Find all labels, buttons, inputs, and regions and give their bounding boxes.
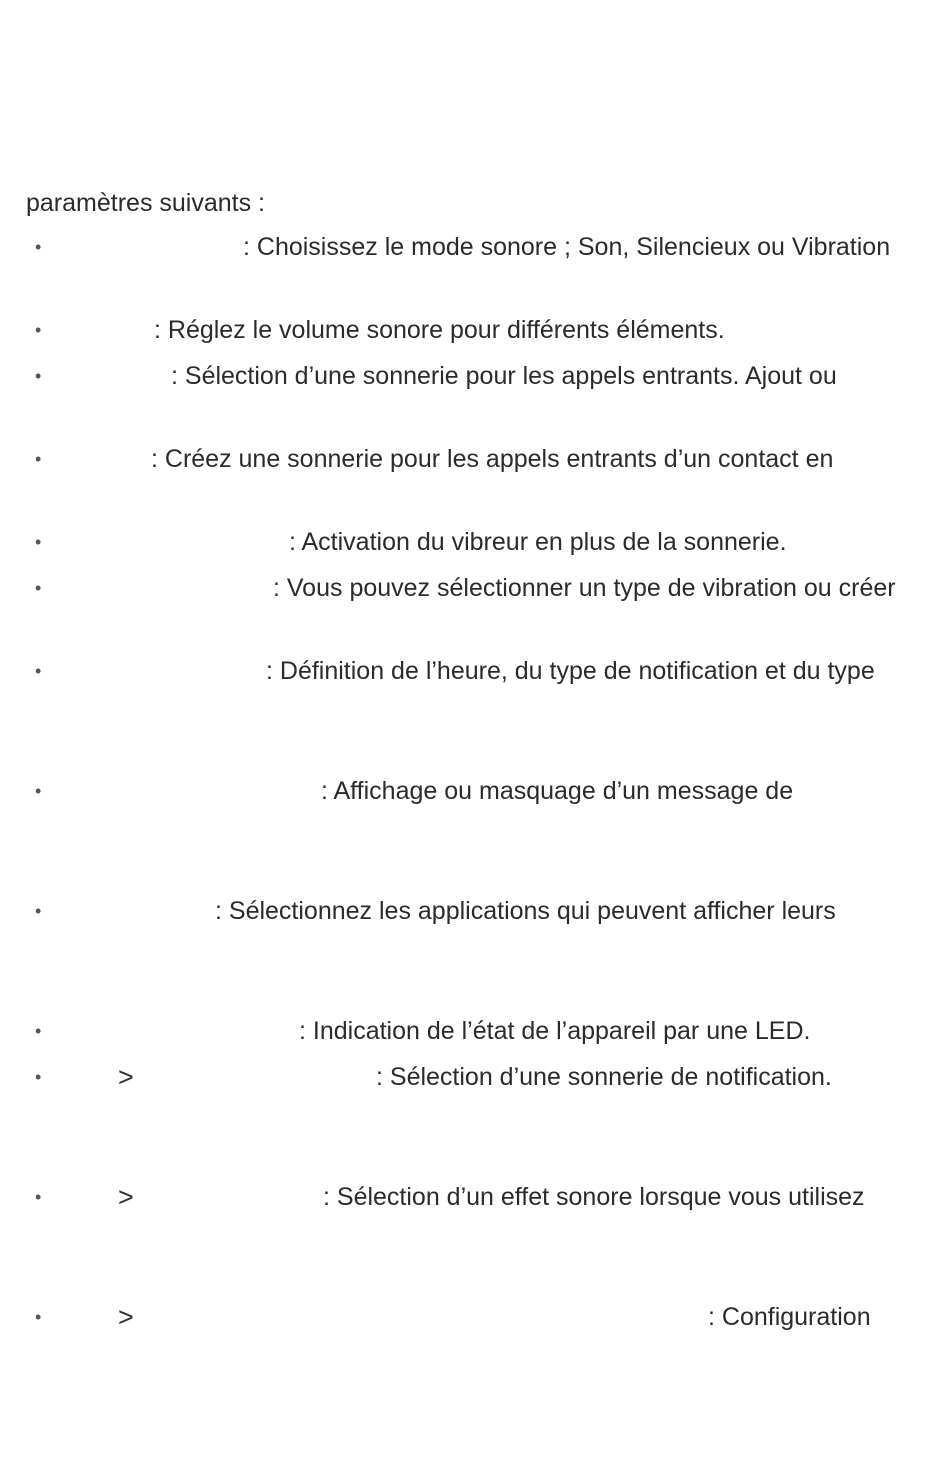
item-description: : Réglez le volume sonore pour différents éléments. [154,316,725,344]
bullet-icon: • [35,1307,42,1327]
bullet-icon: • [35,532,42,552]
item-description: : Vous pouvez sélectionner un type de vibration ou créer [273,574,896,602]
list-item [0,525,950,559]
chevron-right-icon: > [118,1062,134,1092]
bullet-icon: • [35,237,42,257]
item-description: : Affichage ou masquage d’un message de [321,777,794,805]
item-description: : Définition de l’heure, du type de notification et du type [266,657,875,685]
bullet-icon: • [35,661,42,681]
item-description: : Activation du vibreur en plus de la sonnerie. [289,528,787,556]
bullet-icon: • [35,578,42,598]
list-item [0,774,950,808]
bullet-icon: • [35,1021,42,1041]
item-description: : Sélection d’un effet sonore lorsque vous utilisez [323,1183,865,1211]
list-item [0,654,950,688]
bullet-icon: • [35,1067,42,1087]
list-item [0,1180,950,1214]
chevron-right-icon: > [118,1302,134,1332]
item-description: : Créez une sonnerie pour les appels entrants d’un contact en [151,445,834,473]
item-description: : Configuration [708,1303,871,1331]
bullet-icon: • [35,366,42,386]
list-item [0,230,950,264]
bullet-icon: • [35,901,42,921]
list-item [0,571,950,605]
list-item [0,894,950,928]
item-description: : Choisissez le mode sonore ; Son, Silencieux ou Vibration [243,233,891,261]
item-description: : Sélection d’une sonnerie de notification. [376,1063,832,1091]
item-description: : Sélection d’une sonnerie pour les appels entrants. Ajout ou [171,362,837,390]
list-item [0,359,950,393]
bullet-icon: • [35,781,42,801]
list-item [0,442,950,476]
bullet-icon: • [35,1187,42,1207]
chevron-right-icon: > [118,1182,134,1212]
item-description: : Sélectionnez les applications qui peuvent afficher leurs [215,897,836,925]
item-description: : Indication de l’état de l’appareil par une LED. [299,1017,811,1045]
intro-text: paramètres suivants : [26,189,265,217]
list-item [0,1060,950,1094]
list-item [0,313,950,347]
list-item [0,1300,950,1334]
bullet-icon: • [35,449,42,469]
bullet-icon: • [35,320,42,340]
list-item [0,1014,950,1048]
